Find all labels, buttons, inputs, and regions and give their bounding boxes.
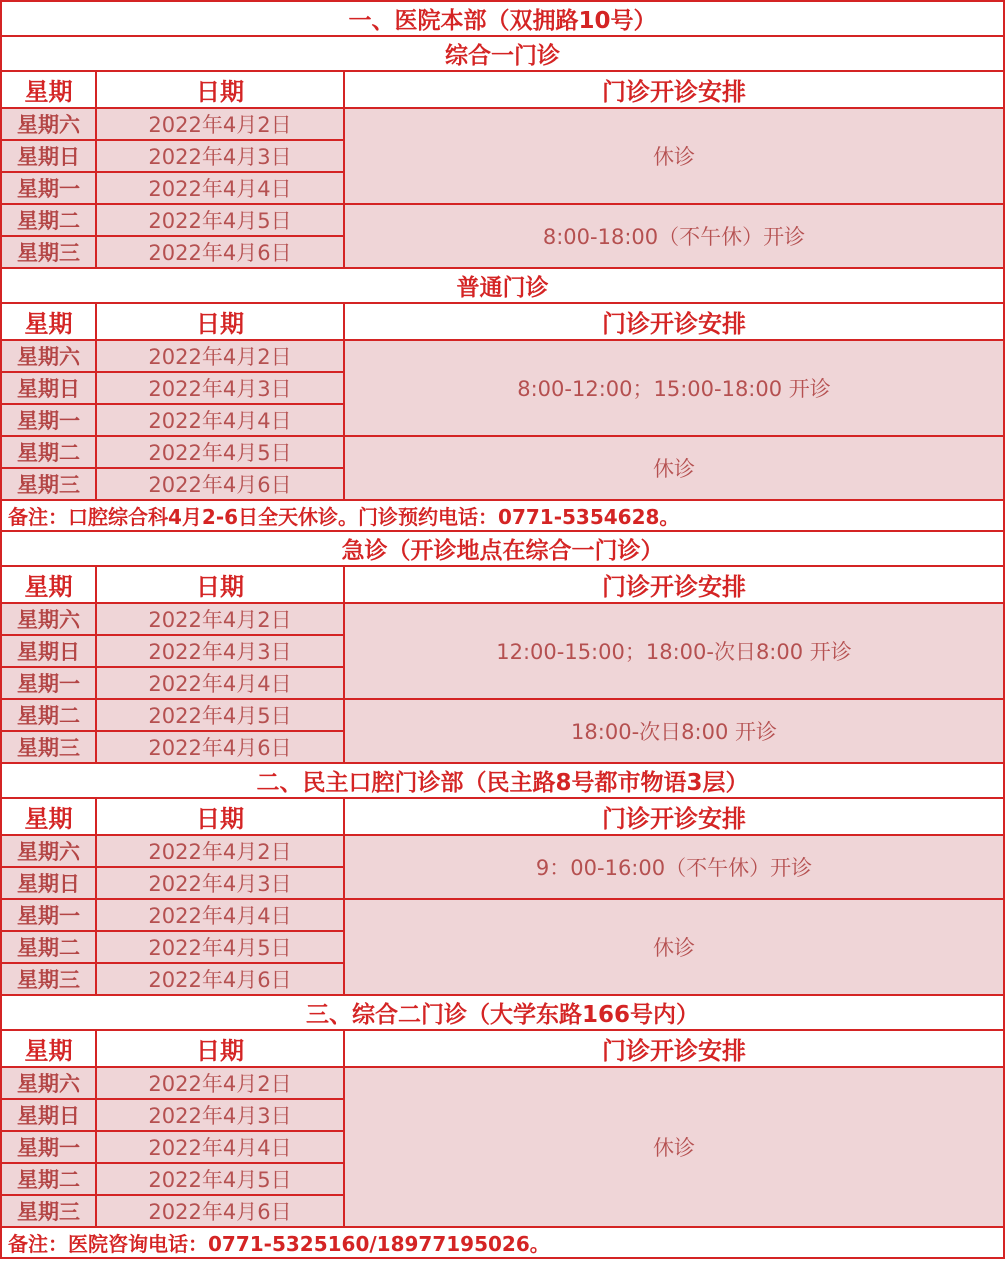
schedule-cell: 12:00-15:00；18:00-次日8:00 开诊 xyxy=(344,603,1004,699)
date-cell: 2022年4月5日 xyxy=(96,931,344,963)
section-title-row xyxy=(1,1,1004,36)
schedule-header: 门诊开诊安排 xyxy=(344,1030,1004,1067)
weekday-cell: 星期日 xyxy=(1,867,96,899)
weekday-header: 星期 xyxy=(1,303,96,340)
weekday-cell: 星期二 xyxy=(1,699,96,731)
weekday-cell: 星期六 xyxy=(1,108,96,140)
date-cell: 2022年4月5日 xyxy=(96,204,344,236)
date-header: 日期 xyxy=(96,1030,344,1067)
weekday-cell: 星期一 xyxy=(1,404,96,436)
weekday-header: 星期 xyxy=(1,798,96,835)
schedule-header: 门诊开诊安排 xyxy=(344,566,1004,603)
table-row xyxy=(1,899,1004,931)
table-row xyxy=(1,1067,1004,1099)
date-header: 日期 xyxy=(96,71,344,108)
weekday-cell: 星期六 xyxy=(1,340,96,372)
section-title: 二、民主口腔门诊部（民主路8号都市物语3层） xyxy=(1,763,1004,798)
date-cell: 2022年4月4日 xyxy=(96,667,344,699)
weekday-cell: 星期二 xyxy=(1,436,96,468)
date-cell: 2022年4月3日 xyxy=(96,635,344,667)
table-header-row xyxy=(1,566,1004,603)
weekday-cell: 星期六 xyxy=(1,603,96,635)
schedule-cell: 8:00-18:00（不午休）开诊 xyxy=(344,204,1004,268)
weekday-cell: 星期日 xyxy=(1,635,96,667)
schedule-cell: 休诊 xyxy=(344,436,1004,500)
table-header-row xyxy=(1,303,1004,340)
weekday-header: 星期 xyxy=(1,1030,96,1067)
date-cell: 2022年4月4日 xyxy=(96,172,344,204)
date-cell: 2022年4月3日 xyxy=(96,140,344,172)
weekday-cell: 星期日 xyxy=(1,1099,96,1131)
date-header: 日期 xyxy=(96,798,344,835)
date-cell: 2022年4月2日 xyxy=(96,835,344,867)
table-header-row xyxy=(1,71,1004,108)
weekday-cell: 星期三 xyxy=(1,731,96,763)
subsection-title-row xyxy=(1,531,1004,566)
weekday-cell: 星期二 xyxy=(1,931,96,963)
table-row xyxy=(1,340,1004,372)
weekday-cell: 星期六 xyxy=(1,835,96,867)
subsection-title: 普通门诊 xyxy=(1,268,1004,303)
date-cell: 2022年4月3日 xyxy=(96,372,344,404)
section-title-row xyxy=(1,995,1004,1030)
date-cell: 2022年4月6日 xyxy=(96,963,344,995)
note-row xyxy=(1,1227,1004,1258)
table-row xyxy=(1,603,1004,635)
weekday-cell: 星期一 xyxy=(1,667,96,699)
table-row xyxy=(1,204,1004,236)
date-cell: 2022年4月3日 xyxy=(96,867,344,899)
subsection-title: 综合一门诊 xyxy=(1,36,1004,71)
section-title-row xyxy=(1,763,1004,798)
date-cell: 2022年4月5日 xyxy=(96,436,344,468)
table-row xyxy=(1,436,1004,468)
weekday-cell: 星期一 xyxy=(1,899,96,931)
note-text: 备注：口腔综合科4月2-6日全天休诊。门诊预约电话：0771-5354628。 xyxy=(1,500,1004,531)
weekday-header: 星期 xyxy=(1,71,96,108)
date-cell: 2022年4月6日 xyxy=(96,731,344,763)
schedule-header: 门诊开诊安排 xyxy=(344,798,1004,835)
schedule-cell: 休诊 xyxy=(344,1067,1004,1227)
schedule-cell: 18:00-次日8:00 开诊 xyxy=(344,699,1004,763)
schedule-header: 门诊开诊安排 xyxy=(344,303,1004,340)
table-row xyxy=(1,108,1004,140)
subsection-title-row xyxy=(1,268,1004,303)
weekday-cell: 星期二 xyxy=(1,204,96,236)
date-cell: 2022年4月5日 xyxy=(96,699,344,731)
note-row xyxy=(1,500,1004,531)
date-cell: 2022年4月4日 xyxy=(96,404,344,436)
schedule-header: 门诊开诊安排 xyxy=(344,71,1004,108)
date-cell: 2022年4月6日 xyxy=(96,236,344,268)
weekday-cell: 星期一 xyxy=(1,172,96,204)
section-title: 一、医院本部（双拥路10号） xyxy=(1,1,1004,36)
weekday-header: 星期 xyxy=(1,566,96,603)
note-text: 备注：医院咨询电话：0771-5325160/18977195026。 xyxy=(1,1227,1004,1258)
date-cell: 2022年4月5日 xyxy=(96,1163,344,1195)
date-header: 日期 xyxy=(96,303,344,340)
table-header-row xyxy=(1,1030,1004,1067)
weekday-cell: 星期日 xyxy=(1,140,96,172)
date-cell: 2022年4月4日 xyxy=(96,1131,344,1163)
weekday-cell: 星期二 xyxy=(1,1163,96,1195)
date-cell: 2022年4月2日 xyxy=(96,603,344,635)
date-cell: 2022年4月2日 xyxy=(96,108,344,140)
schedule-cell: 休诊 xyxy=(344,899,1004,995)
schedule-cell: 休诊 xyxy=(344,108,1004,204)
date-header: 日期 xyxy=(96,566,344,603)
weekday-cell: 星期三 xyxy=(1,468,96,500)
weekday-cell: 星期三 xyxy=(1,236,96,268)
date-cell: 2022年4月2日 xyxy=(96,340,344,372)
schedule-cell: 9：00-16:00（不午休）开诊 xyxy=(344,835,1004,899)
table-row xyxy=(1,835,1004,867)
table-header-row xyxy=(1,798,1004,835)
date-cell: 2022年4月6日 xyxy=(96,468,344,500)
subsection-title: 急诊（开诊地点在综合一门诊） xyxy=(1,531,1004,566)
weekday-cell: 星期一 xyxy=(1,1131,96,1163)
schedule-cell: 8:00-12:00；15:00-18:00 开诊 xyxy=(344,340,1004,436)
date-cell: 2022年4月4日 xyxy=(96,899,344,931)
weekday-cell: 星期三 xyxy=(1,1195,96,1227)
date-cell: 2022年4月6日 xyxy=(96,1195,344,1227)
date-cell: 2022年4月2日 xyxy=(96,1067,344,1099)
date-cell: 2022年4月3日 xyxy=(96,1099,344,1131)
weekday-cell: 星期日 xyxy=(1,372,96,404)
weekday-cell: 星期六 xyxy=(1,1067,96,1099)
table-row xyxy=(1,699,1004,731)
subsection-title-row xyxy=(1,36,1004,71)
weekday-cell: 星期三 xyxy=(1,963,96,995)
section-title: 三、综合二门诊（大学东路166号内） xyxy=(1,995,1004,1030)
